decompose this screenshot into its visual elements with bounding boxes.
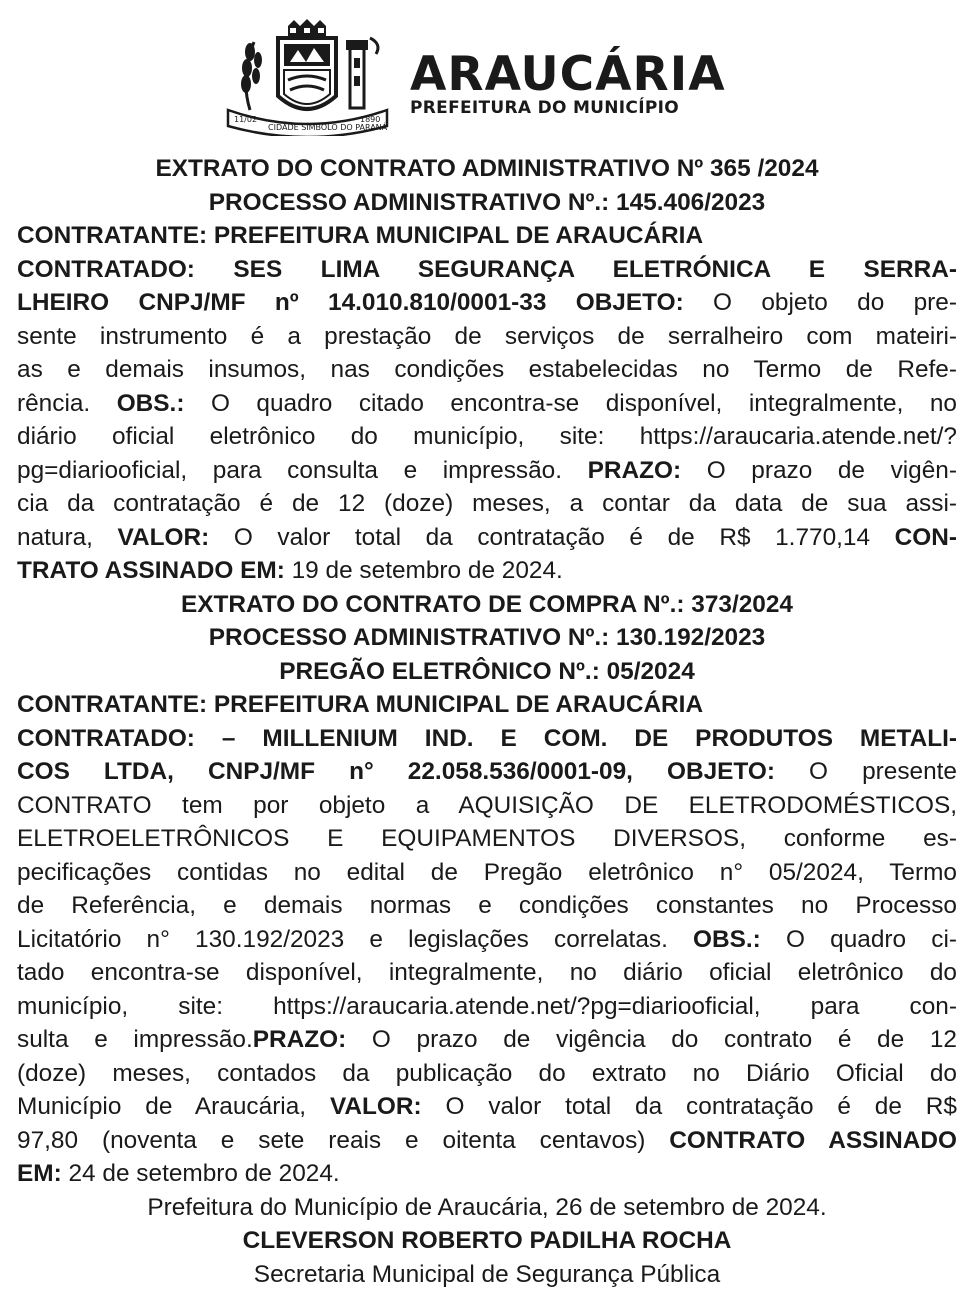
extrato2-text-line: município, site: https://araucaria.atende.net/?pg=diariooficial, para con- [17,992,957,1020]
crest-ribbon-text: CIDADE SÍMBOLO DO PARANÁ [268,123,388,132]
extrato1-text-line: diário oficial eletrônico do município, site: https://araucaria.atende.net/? [17,423,957,450]
extrato2-contratante: CONTRATANTE: PREFEITURA MUNICIPAL DE ARAUCÁRIA [17,691,704,718]
extrato2-assinado-label: CONTRATO ASSINADO [669,1126,957,1154]
brand-name: ARAUCÁRIA [410,47,726,102]
extrato2-contratado-line: CONTRATADO: – MILLENIUM IND. E COM. DE PRODUTOS METALI- [17,724,957,752]
extrato2-obs-label: OBS.: [693,925,761,953]
extrato2-title: EXTRATO DO CONTRATO DE COMPRA Nº.: 373/2024 [180,590,793,618]
extrato1-obs-label: OBS.: [116,389,185,417]
extrato2-objeto-label: COS LTDA, CNPJ/MF n° 22.058.536/0001-09, OBJETO: [17,758,775,785]
extrato1-text-line: cia da contratação é de 12 (doze) meses, a contar da data de sua assi- [17,490,957,517]
extrato1-text-line: TRATO ASSINADO EM: 19 de setembro de 2024. [17,557,563,584]
extrato2-text-line: Licitatório n° 130.192/2023 e legislações correlatas. OBS.: O quadro ci- [17,925,957,953]
publication-body [17,152,957,1291]
extrato2-text-line: EM: 24 de setembro de 2024. [17,1160,340,1187]
extrato2-text-line: CONTRATO tem por objeto a AQUISIÇÃO DE ELETRODOMÉSTICOS, [17,791,957,819]
extrato2-text-line: (doze) meses, contados da publicação do extrato no Diário Oficial do [17,1059,957,1087]
extrato1-prazo-label: PRAZO: [587,456,682,484]
header [220,18,760,136]
extrato1-objeto-label: LHEIRO CNPJ/MF nº 14.010.810/0001-33 OBJETO: [17,289,684,316]
extrato1-text-line: sente instrumento é a prestação de serviços de serralheiro com mateiri- [17,322,957,350]
extrato1-contratante: CONTRATANTE: PREFEITURA MUNICIPAL DE ARAUCÁRIA [17,222,704,249]
brand-block [410,47,726,118]
extrato2-text-line: de Referência, e demais normas e condições constantes no Processo [17,892,957,919]
extrato1-text-line: rência. OBS.: O quadro citado encontra-se disponível, integralmente, no [17,389,957,417]
extrato2-text-line: pecificações contidas no edital de Pregão eletrônico n° 05/2024, Termo [17,858,957,886]
extrato2-pregao: PREGÃO ELETRÔNICO Nº.: 05/2024 [279,657,695,685]
extrato2-text-line: tado encontra-se disponível, integralmente, no diário oficial eletrônico do [17,959,957,986]
extrato1-assinado-label: CON- [894,523,957,551]
footer-role: Secretaria Municipal de Segurança Pública [253,1260,721,1288]
extrato2-text-line: 97,80 (noventa e sete reais e oitenta centavos) CONTRATO ASSINADO [17,1126,957,1154]
municipal-crest-logo [220,18,395,136]
brand-subtitle: PREFEITURA DO MUNICÍPIO [410,98,679,118]
extrato1-text-line: natura, VALOR: O valor total da contratação é de R$ 1.770,14 CON- [17,523,957,551]
footer-place-date: Prefeitura do Município de Araucária, 26 de setembro de 2024. [147,1193,827,1221]
extrato2-text-line: COS LTDA, CNPJ/MF n° 22.058.536/0001-09, OBJETO: O presente [17,758,957,785]
extrato1-text-line: pg=diariooficial, para consulta e impressão. PRAZO: O prazo de vigên- [17,456,957,484]
extrato1-text-line: LHEIRO CNPJ/MF nº 14.010.810/0001-33 OBJETO: O objeto do pre- [17,289,957,316]
extrato1-contratado-line: CONTRATADO: SES LIMA SEGURANÇA ELETRÓNICA E SERRA- [17,255,957,283]
footer-signatory: CLEVERSON ROBERTO PADILHA ROCHA [242,1227,732,1254]
crest-year-left: 11/02 [234,115,258,124]
extrato1-processo: PROCESSO ADMINISTRATIVO Nº.: 145.406/2023 [208,188,766,216]
extrato2-text-line: sulta e impressão.PRAZO: O prazo de vigência do contrato é de 12 [17,1026,957,1053]
extrato2-prazo-label: PRAZO: [252,1026,347,1053]
extrato2-processo: PROCESSO ADMINISTRATIVO Nº.: 130.192/2023 [208,624,766,651]
extrato1-title: EXTRATO DO CONTRATO ADMINISTRATIVO Nº 365 /2024 [155,155,819,182]
extrato1-text-line: as e demais insumos, nas condições estabelecidas no Termo de Refe- [17,356,957,383]
extrato2-text-line: Município de Araucária, VALOR: O valor total da contratação é de R$ [17,1093,957,1120]
extrato1-valor-label: VALOR: [117,523,210,551]
crest-year-right: 1890 [360,115,381,124]
extrato2-text-line: ELETROELETRÔNICOS E EQUIPAMENTOS DIVERSOS, conforme es- [17,825,957,852]
extrato2-valor-label: VALOR: [329,1093,422,1120]
